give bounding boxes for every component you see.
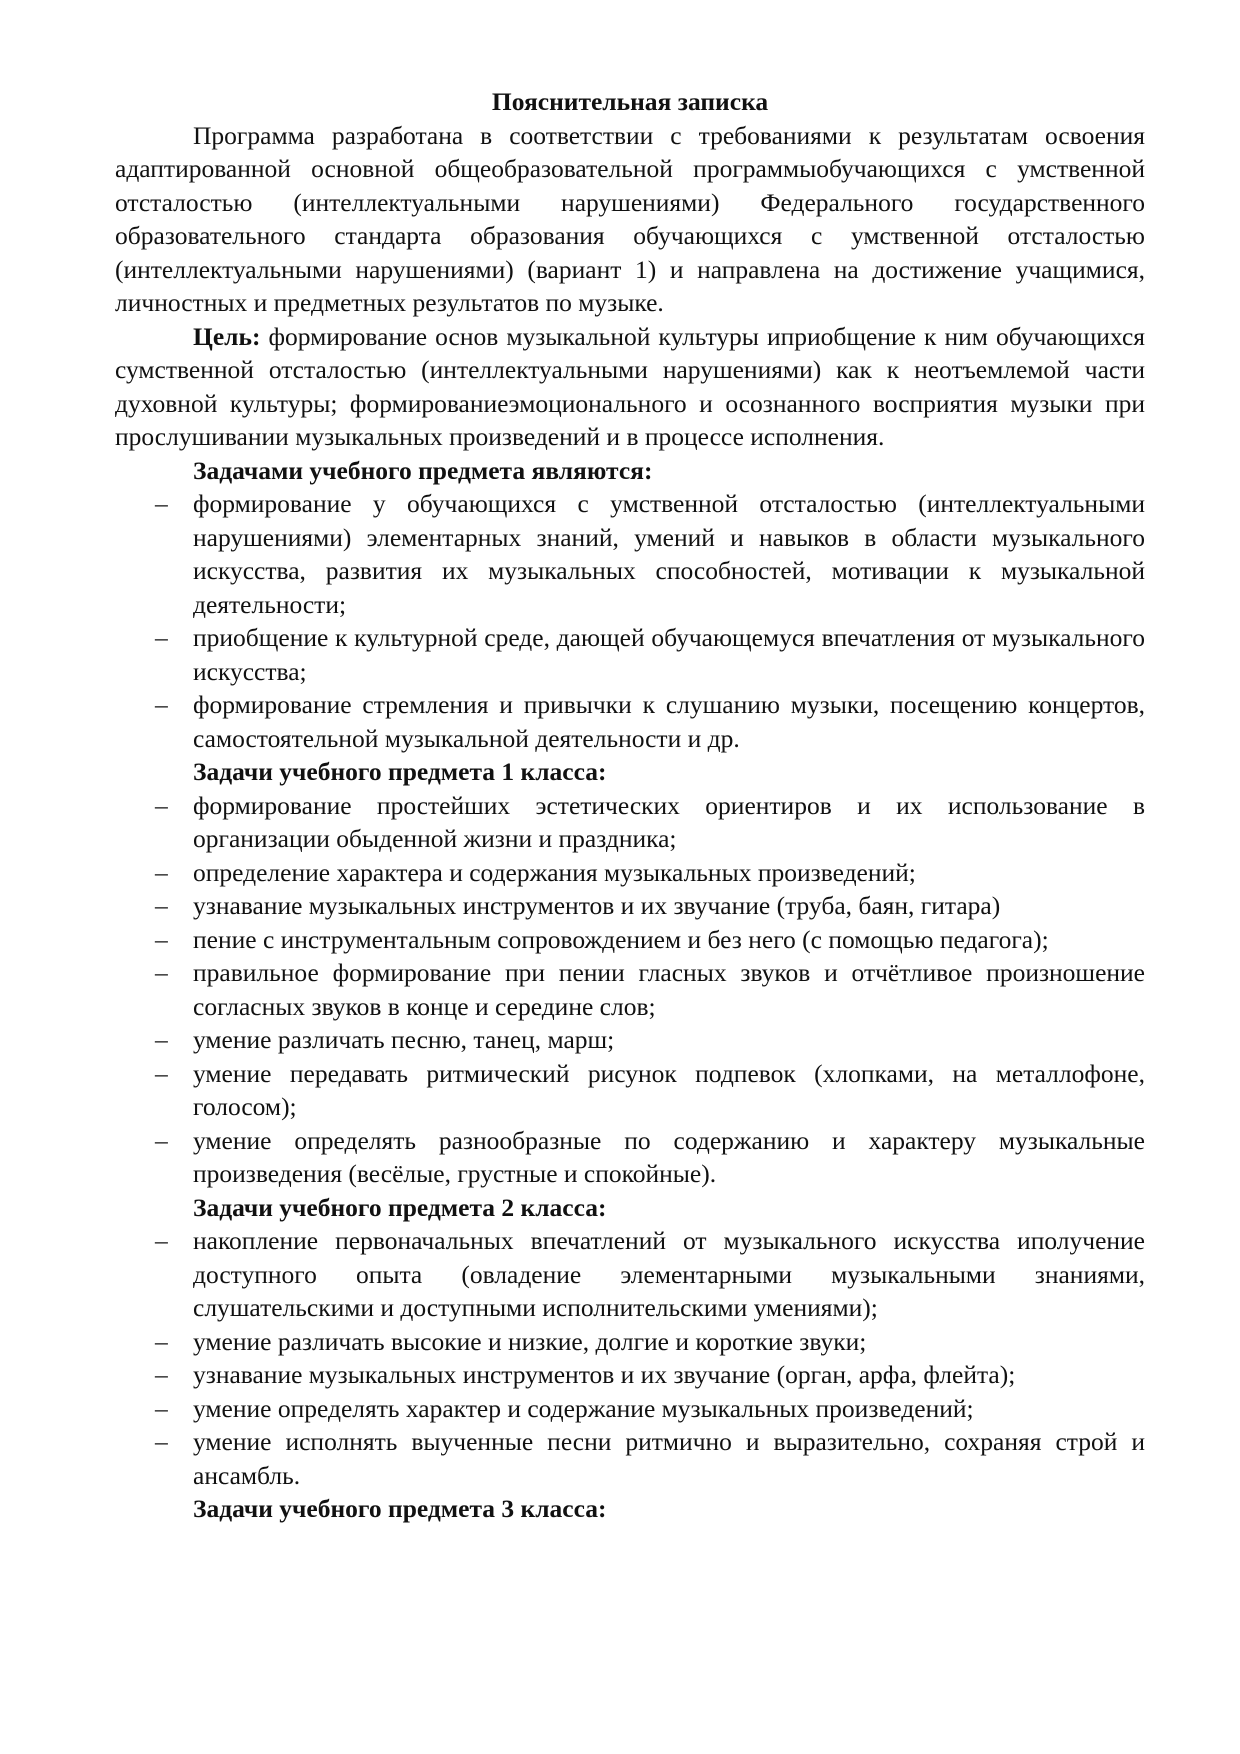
tasks-general-heading: Задачами учебного предмета являются:: [193, 455, 653, 485]
tasks-class1-heading: Задачи учебного предмета 1 класса:: [193, 757, 607, 786]
document-page: [115, 85, 1145, 1526]
list-item: – формирование у обучающихся с умственной отсталостью (интеллектуальными нарушениями) элементарных знаний, умений и навыков в области музыкального искусства, развития их музыкальных способностей, мотивации к музыкальной деятельности;: [155, 489, 1145, 619]
dash-bullet: –: [155, 1058, 168, 1088]
dash-bullet: –: [155, 1360, 168, 1389]
tasks-class2-heading: Задачи учебного предмета 2 класса:: [193, 1192, 607, 1222]
dash-bullet: –: [155, 1326, 168, 1356]
intro-paragraph: Программа разработана в соответствии с требованиями к результатам освоения адаптированной основной общеобразовательной программыобучающихся с умственной отсталостью (интеллектуальными нарушениями) Федерального государственного образовательного стандарта образования обучающихся с умственной отсталостью (интеллектуальными нарушениями) (вариант 1) и направлена на достижение учащимися, личностных и предметных результатов по музыке.: [115, 120, 1145, 317]
list-item: – правильное формирование при пении гласных звуков и отчётливое произношение согласных звуков в конце и середине слов;: [155, 958, 1145, 1021]
list-item: – накопление первоначальных впечатлений от музыкального искусства иполучение доступного опыта (овладение элементарными музыкальными знаниями, слушательскими и доступными исполнительскими умениями);: [155, 1226, 1145, 1322]
list-item: – умение исполнять выученные песни ритмично и выразительно, сохраняя строй и ансамбль.: [155, 1427, 1145, 1490]
list-item: – приобщение к культурной среде, дающей обучающемуся впечатления от музыкального искусства;: [155, 623, 1145, 686]
dash-bullet: –: [155, 891, 168, 920]
list-item: – умение определять разнообразные по содержанию и характеру музыкальные произведения (весёлые, грустные и спокойные).: [155, 1125, 1145, 1188]
dash-bullet: –: [155, 1025, 168, 1054]
goal-paragraph: [115, 320, 1145, 454]
list-item: – умение определять характер и содержание музыкальных произведений;: [115, 1392, 1145, 1426]
list-item: – умение различать высокие и низкие, долгие и короткие звуки;: [115, 1325, 1145, 1359]
dash-bullet: –: [155, 1427, 168, 1456]
goal-text: формирование основ музыкальной культуры иприобщение к ним обучающихся сумственной отсталостью (интеллектуальными нарушениями) как к неотъемлемой части духовной культуры; формированиеэмоционального и осознанного восприятия музыки при прослушивании музыкальных произведений и в процессе исполнения.: [115, 321, 1145, 451]
list-item: – умение передавать ритмический рисунок подпевок (хлопками, на металлофоне, голосом);: [155, 1058, 1145, 1121]
dash-bullet: –: [155, 958, 168, 987]
list-item: – узнавание музыкальных инструментов и их звучание (труба, баян, гитара): [115, 889, 1145, 923]
goal-label: Цель:: [193, 321, 261, 351]
dash-bullet: –: [155, 790, 168, 820]
dash-bullet: –: [155, 1226, 168, 1255]
dash-bullet: –: [155, 857, 168, 887]
tasks-general-list: [115, 487, 1145, 755]
tasks-class2-list: [115, 1224, 1145, 1492]
list-item: – пение с инструментальным сопровождением и без него (с помощью педагога);: [115, 923, 1145, 957]
dash-bullet: –: [155, 924, 168, 954]
page-title: Пояснительная записка: [491, 87, 769, 116]
list-item: – узнавание музыкальных инструментов и их звучание (орган, арфа, флейта);: [115, 1358, 1145, 1392]
tasks-class3-heading: Задачи учебного предмета 3 класса:: [193, 1494, 607, 1523]
list-item: – формирование простейших эстетических ориентиров и их использование в организации обыденной жизни и праздника;: [155, 790, 1145, 853]
dash-bullet: –: [155, 1393, 168, 1423]
tasks-class1-list: [115, 789, 1145, 1191]
list-item: – формирование стремления и привычки к слушанию музыки, посещению концертов, самостоятельной музыкальной деятельности и др.: [155, 690, 1145, 753]
list-item: – умение различать песню, танец, марш;: [115, 1023, 1145, 1057]
dash-bullet: –: [155, 690, 168, 719]
dash-bullet: –: [155, 1125, 168, 1155]
dash-bullet: –: [155, 623, 168, 652]
list-item: – определение характера и содержания музыкальных произведений;: [115, 856, 1145, 890]
dash-bullet: –: [155, 489, 168, 518]
